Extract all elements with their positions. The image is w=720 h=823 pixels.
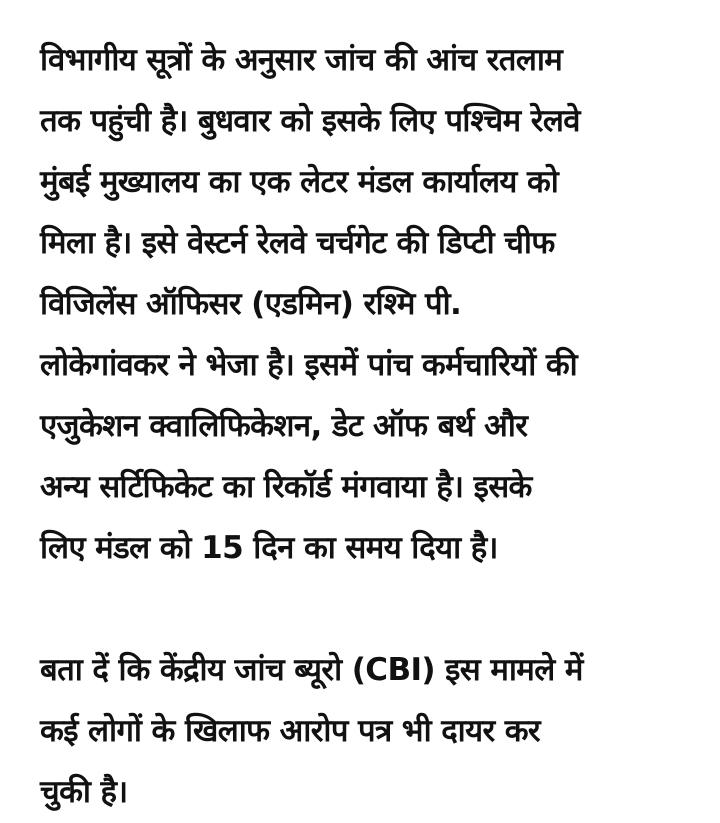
text-line: मुंबई मुख्यालय का एक लेटर मंडल कार्यालय को bbox=[40, 164, 559, 200]
text-line: बता दें कि केंद्रीय जांच ब्यूरो (CBI) इस मामले में bbox=[40, 652, 583, 688]
text-line: लिए मंडल को 15 दिन का समय दिया है। bbox=[40, 530, 498, 566]
text-line: चुकी है। bbox=[40, 774, 128, 810]
paragraph-2 bbox=[40, 640, 690, 823]
article-text bbox=[40, 30, 690, 823]
text-line: एजुकेशन क्वालिफिकेशन, डेट ऑफ बर्थ और bbox=[40, 408, 528, 444]
text-line: तक पहुंची है। बुधवार को इसके लिए पश्चिम रेलवे bbox=[40, 103, 580, 139]
paragraph-spacer bbox=[40, 579, 690, 640]
text-line: लोकेगांवकर ने भेजा है। इसमें पांच कर्मचारियों की bbox=[40, 347, 578, 383]
text-line: कई लोगों के खिलाफ आरोप पत्र भी दायर कर bbox=[40, 713, 541, 749]
text-line: विभागीय सूत्रों के अनुसार जांच की आंच रतलाम bbox=[40, 42, 563, 78]
paragraph-1 bbox=[40, 30, 690, 579]
text-line: अन्य सर्टिफिकेट का रिकॉर्ड मंगवाया है। इसके bbox=[40, 469, 532, 505]
text-line: मिला है। इसे वेस्टर्न रेलवे चर्चगेट की डिप्टी चीफ bbox=[40, 225, 555, 261]
text-line: विजिलेंस ऑफिसर (एडमिन) रश्मि पी. bbox=[40, 286, 462, 322]
